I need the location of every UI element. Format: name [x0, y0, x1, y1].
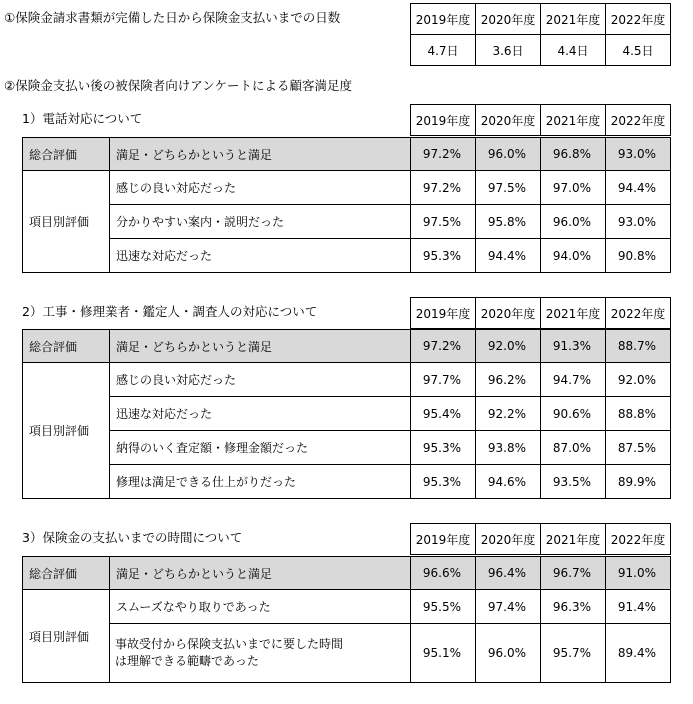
year-header-table	[410, 104, 671, 136]
percent-cell: 95.1%	[411, 624, 476, 683]
percent-cell: 97.5%	[476, 171, 541, 205]
year-header: 2019年度	[411, 298, 476, 329]
year-header-row	[411, 105, 671, 136]
year-header: 2020年度	[476, 4, 541, 35]
item-row	[23, 205, 671, 239]
row-label: スムーズなやり取りであった	[110, 590, 411, 624]
percent-cell: 92.0%	[476, 330, 541, 363]
subsection-title: 2）工事・修理業者・鑑定人・調査人の対応について	[22, 304, 318, 319]
item-row	[23, 590, 671, 624]
percent-cell: 94.7%	[541, 363, 606, 397]
summary-row	[23, 330, 671, 363]
percent-cell: 93.5%	[541, 465, 606, 499]
days-value: 4.7日	[411, 35, 476, 66]
percent-cell: 89.4%	[606, 624, 671, 683]
percent-cell: 96.0%	[476, 624, 541, 683]
percent-cell: 94.6%	[476, 465, 541, 499]
percent-cell: 94.0%	[541, 239, 606, 273]
satisfaction-table	[22, 556, 671, 683]
percent-cell: 94.4%	[476, 239, 541, 273]
year-header: 2022年度	[606, 4, 671, 35]
percent-cell: 96.2%	[476, 363, 541, 397]
year-header: 2022年度	[606, 524, 671, 555]
percent-cell: 91.4%	[606, 590, 671, 624]
row-label: 感じの良い対応だった	[110, 171, 411, 205]
row-label: 迅速な対応だった	[110, 397, 411, 431]
year-header: 2019年度	[411, 105, 476, 136]
percent-cell: 95.3%	[411, 239, 476, 273]
percent-cell: 96.0%	[476, 138, 541, 171]
summary-row	[23, 557, 671, 590]
percent-cell: 97.2%	[411, 138, 476, 171]
item-label: 項目別評価	[23, 171, 110, 273]
item-row	[23, 397, 671, 431]
percent-cell: 97.2%	[411, 171, 476, 205]
percent-cell: 91.0%	[606, 557, 671, 590]
days-value: 4.4日	[541, 35, 606, 66]
percent-cell: 93.8%	[476, 431, 541, 465]
percent-cell: 87.5%	[606, 431, 671, 465]
row-label-line: は理解できる範疇であった	[115, 654, 259, 668]
year-header: 2019年度	[411, 524, 476, 555]
year-header: 2021年度	[541, 524, 606, 555]
overall-label: 総合評価	[23, 557, 110, 590]
days-value-row	[411, 35, 671, 66]
days-value: 3.6日	[476, 35, 541, 66]
overall-label: 総合評価	[23, 138, 110, 171]
days-year-row	[411, 4, 671, 35]
satisfaction-table	[22, 329, 671, 499]
year-header: 2021年度	[541, 105, 606, 136]
item-label: 項目別評価	[23, 590, 110, 683]
year-header: 2021年度	[541, 4, 606, 35]
row-label: 迅速な対応だった	[110, 239, 411, 273]
item-row	[23, 465, 671, 499]
percent-cell: 97.2%	[411, 330, 476, 363]
percent-cell: 97.7%	[411, 363, 476, 397]
row-label	[110, 624, 411, 683]
percent-cell: 97.4%	[476, 590, 541, 624]
percent-cell: 92.0%	[606, 363, 671, 397]
percent-cell: 95.7%	[541, 624, 606, 683]
percent-cell: 91.3%	[541, 330, 606, 363]
days-table	[410, 3, 671, 66]
days-value: 4.5日	[606, 35, 671, 66]
summary-row	[23, 138, 671, 171]
year-header: 2020年度	[476, 105, 541, 136]
year-header: 2019年度	[411, 4, 476, 35]
percent-cell: 94.4%	[606, 171, 671, 205]
item-row	[23, 624, 671, 683]
row-label: 満足・どちらかというと満足	[110, 330, 411, 363]
row-label: 納得のいく査定額・修理金額だった	[110, 431, 411, 465]
percent-cell: 95.5%	[411, 590, 476, 624]
year-header-table	[410, 523, 671, 555]
item-label: 項目別評価	[23, 363, 110, 499]
percent-cell: 96.0%	[541, 205, 606, 239]
percent-cell: 95.4%	[411, 397, 476, 431]
item-row	[23, 363, 671, 397]
percent-cell: 87.0%	[541, 431, 606, 465]
row-label: 感じの良い対応だった	[110, 363, 411, 397]
item-row	[23, 431, 671, 465]
subsection-title: 1）電話対応について	[22, 111, 143, 126]
percent-cell: 96.6%	[411, 557, 476, 590]
percent-cell: 90.8%	[606, 239, 671, 273]
percent-cell: 96.7%	[541, 557, 606, 590]
percent-cell: 96.3%	[541, 590, 606, 624]
year-header: 2020年度	[476, 298, 541, 329]
percent-cell: 96.8%	[541, 138, 606, 171]
percent-cell: 95.3%	[411, 431, 476, 465]
year-header: 2022年度	[606, 105, 671, 136]
year-header: 2020年度	[476, 524, 541, 555]
percent-cell: 95.3%	[411, 465, 476, 499]
percent-cell: 88.7%	[606, 330, 671, 363]
row-label-line: 事故受付から保険支払いまでに要した時間	[115, 636, 344, 651]
satisfaction-table	[22, 137, 671, 273]
row-label: 満足・どちらかというと満足	[110, 557, 411, 590]
percent-cell: 93.0%	[606, 138, 671, 171]
subsection-title: 3）保険金の支払いまでの時間について	[22, 530, 243, 545]
row-label: 分かりやすい案内・説明だった	[110, 205, 411, 239]
row-label: 修理は満足できる仕上がりだった	[110, 465, 411, 499]
percent-cell: 88.8%	[606, 397, 671, 431]
year-header: 2022年度	[606, 298, 671, 329]
item-row	[23, 171, 671, 205]
year-header-row	[411, 524, 671, 555]
year-header-table	[410, 297, 671, 329]
row-label: 満足・どちらかというと満足	[110, 138, 411, 171]
item-row	[23, 239, 671, 273]
year-header: 2021年度	[541, 298, 606, 329]
percent-cell: 96.4%	[476, 557, 541, 590]
overall-label: 総合評価	[23, 330, 110, 363]
percent-cell: 90.6%	[541, 397, 606, 431]
section1-title: ①保険金請求書類が完備した日から保険金支払いまでの日数	[4, 10, 341, 25]
section2-title: ②保険金支払い後の被保険者向けアンケートによる顧客満足度	[4, 78, 352, 93]
percent-cell: 95.8%	[476, 205, 541, 239]
percent-cell: 89.9%	[606, 465, 671, 499]
percent-cell: 93.0%	[606, 205, 671, 239]
percent-cell: 92.2%	[476, 397, 541, 431]
percent-cell: 97.5%	[411, 205, 476, 239]
year-header-row	[411, 298, 671, 329]
percent-cell: 97.0%	[541, 171, 606, 205]
